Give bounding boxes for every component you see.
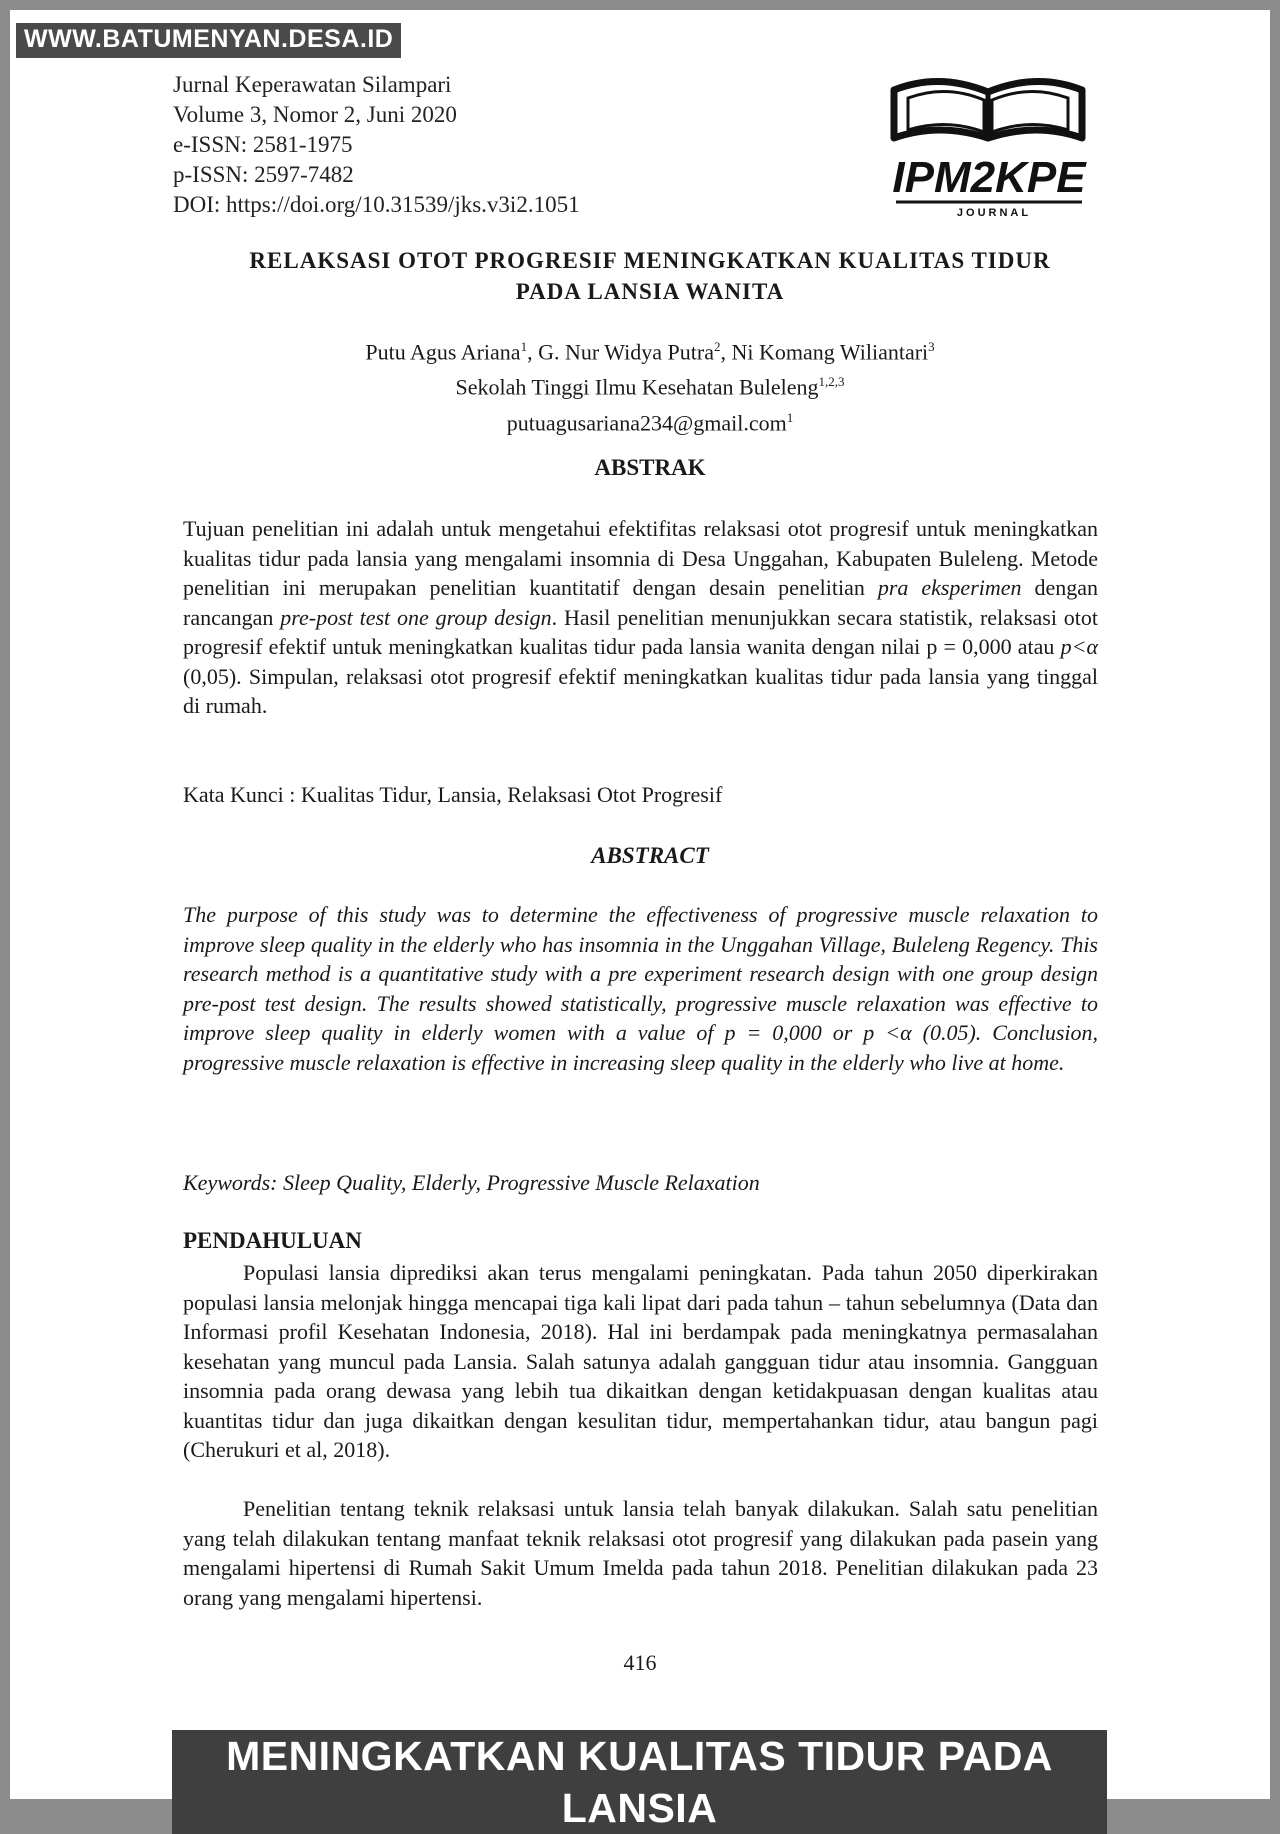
author-block	[150, 332, 1150, 438]
pendahuluan-paragraph-2: Penelitian tentang teknik relaksasi untuk lansia telah banyak dilakukan. Salah satu penelitian yang telah dilakukan tentang manfaat teknik relaksasi otot progresif yang dilakukan pada pasein yang mengalami hipertensi di Rumah Sakit Umum Imelda pada tahun 2018. Penelitian dilakukan pada 23 orang yang mengalami hipertensi.	[183, 1496, 1098, 1610]
abstrak-text-2: dengan rancangan	[183, 575, 1098, 630]
abstrak-heading: ABSTRAK	[594, 455, 706, 480]
paper-title	[150, 245, 1150, 307]
journal-name: Jurnal Keperawatan Silampari	[173, 72, 452, 97]
abstrak-italic-3: p<α	[1060, 634, 1098, 659]
author-2-sup: 2	[713, 339, 721, 354]
paper-title-line-1: RELAKSASI OTOT PROGRESIF MENINGKATKAN KUALITAS TIDUR	[249, 248, 1051, 273]
paper-title-line-2: PADA LANSIA WANITA	[515, 279, 785, 304]
author-email	[150, 403, 1150, 438]
author-list	[150, 332, 1150, 367]
journal-volume: Volume 3, Nomor 2, Juni 2020	[173, 102, 457, 127]
abstract-paragraph: The purpose of this study was to determine the effectiveness of progressive muscle relaxation to improve sleep quality in the elderly who has insomnia in the Unggahan Village, Buleleng Regency. This research method is a quantitative study with a pre experiment research design with one group design pre-post test design. The results showed statistically, progressive muscle relaxation was effective to improve sleep quality in elderly women with a value of p = 0,000 or p <α (0.05). Conclusion, progressive muscle relaxation is effective in increasing sleep quality in the elderly who live at home.	[183, 902, 1098, 1075]
journal-logo	[884, 70, 1094, 220]
abstrak-paragraph	[183, 514, 1098, 721]
affiliation-sup: 1,2,3	[818, 374, 845, 390]
author-1: Putu Agus Ariana	[365, 339, 521, 365]
author-3: , Ni Komang Wiliantari	[720, 339, 929, 365]
pendahuluan-heading: PENDAHULUAN	[183, 1228, 362, 1253]
author-1-sup: 1	[520, 339, 528, 354]
caption-banner: MENINGKATKAN KUALITAS TIDUR PADA LANSIA	[172, 1730, 1107, 1834]
email-sup: 1	[786, 409, 794, 425]
site-watermark-banner: WWW.BATUMENYAN.DESA.ID	[16, 23, 401, 58]
journal-doi: DOI: https://doi.org/10.31539/jks.v3i2.1051	[173, 192, 580, 217]
page-number: 416	[623, 1650, 657, 1675]
abstrak-text-1: Tujuan penelitian ini adalah untuk mengetahui efektifitas relaksasi otot progresif untuk meningkatkan kualitas tidur pada lansia yang mengalami insomnia di Desa Unggahan, Kabupaten Buleleng. Metode penelitian ini merupakan penelitian kuantitatif dengan desain penelitian	[183, 516, 1098, 600]
logo-wordmark: IPM2KPE	[892, 153, 1086, 202]
journal-eissn: e-ISSN: 2581-1975	[173, 132, 353, 157]
abstrak-italic-1: pra eksperimen	[877, 575, 1022, 600]
author-3-sup: 3	[928, 339, 935, 354]
journal-pissn: p-ISSN: 2597-7482	[173, 162, 354, 187]
affiliation-text: Sekolah Tinggi Ilmu Kesehatan Buleleng	[455, 374, 819, 400]
open-book-icon	[884, 70, 1094, 220]
journal-metadata	[173, 70, 580, 220]
email-text: putuagusariana234@gmail.com	[506, 409, 787, 435]
pendahuluan-paragraph-1: Populasi lansia diprediksi akan terus mengalami peningkatan. Pada tahun 2050 diperkirakan populasi lansia melonjak hingga mencapai tiga kali lipat dari pada tahun – tahun sebelumnya (Data dan Informasi profil Kesehatan Indonesia, 2018). Hal ini berdampak pada meningkatnya permasalahan kesehatan yang muncul pada Lansia. Salah satunya adalah gangguan tidur atau insomnia. Gangguan insomnia pada orang dewasa yang lebih tua dikaitkan dengan ketidakpuasan dengan kualitas atau kuantitas tidur dan juga dikaitkan dengan kesulitan tidur, mempertahankan tidur, atau bangun pagi (Cherukuri et al, 2018).	[183, 1260, 1098, 1462]
abstrak-text-3: . Hasil penelitian menunjukkan secara statistik, relaksasi otot progresif efektif untuk meningkatkan kualitas tidur pada lansia wanita dengan nilai p = 0,000 atau	[183, 604, 1099, 659]
abstrak-italic-2: pre-post test one group design	[280, 604, 552, 630]
abstrak-text-4: (0,05). Simpulan, relaksasi otot progresif efektif meningkatkan kualitas tidur pada lansia yang tinggal di rumah.	[183, 663, 1098, 718]
abstrak-keywords: Kata Kunci : Kualitas Tidur, Lansia, Relaksasi Otot Progresif	[183, 782, 723, 807]
author-2: , G. Nur Widya Putra	[527, 339, 714, 365]
abstract-heading: ABSTRACT	[591, 843, 709, 868]
abstract-keywords: Keywords: Sleep Quality, Elderly, Progressive Muscle Relaxation	[183, 1170, 760, 1195]
author-affiliation	[150, 367, 1150, 402]
logo-subtitle: JOURNAL	[956, 207, 1032, 219]
